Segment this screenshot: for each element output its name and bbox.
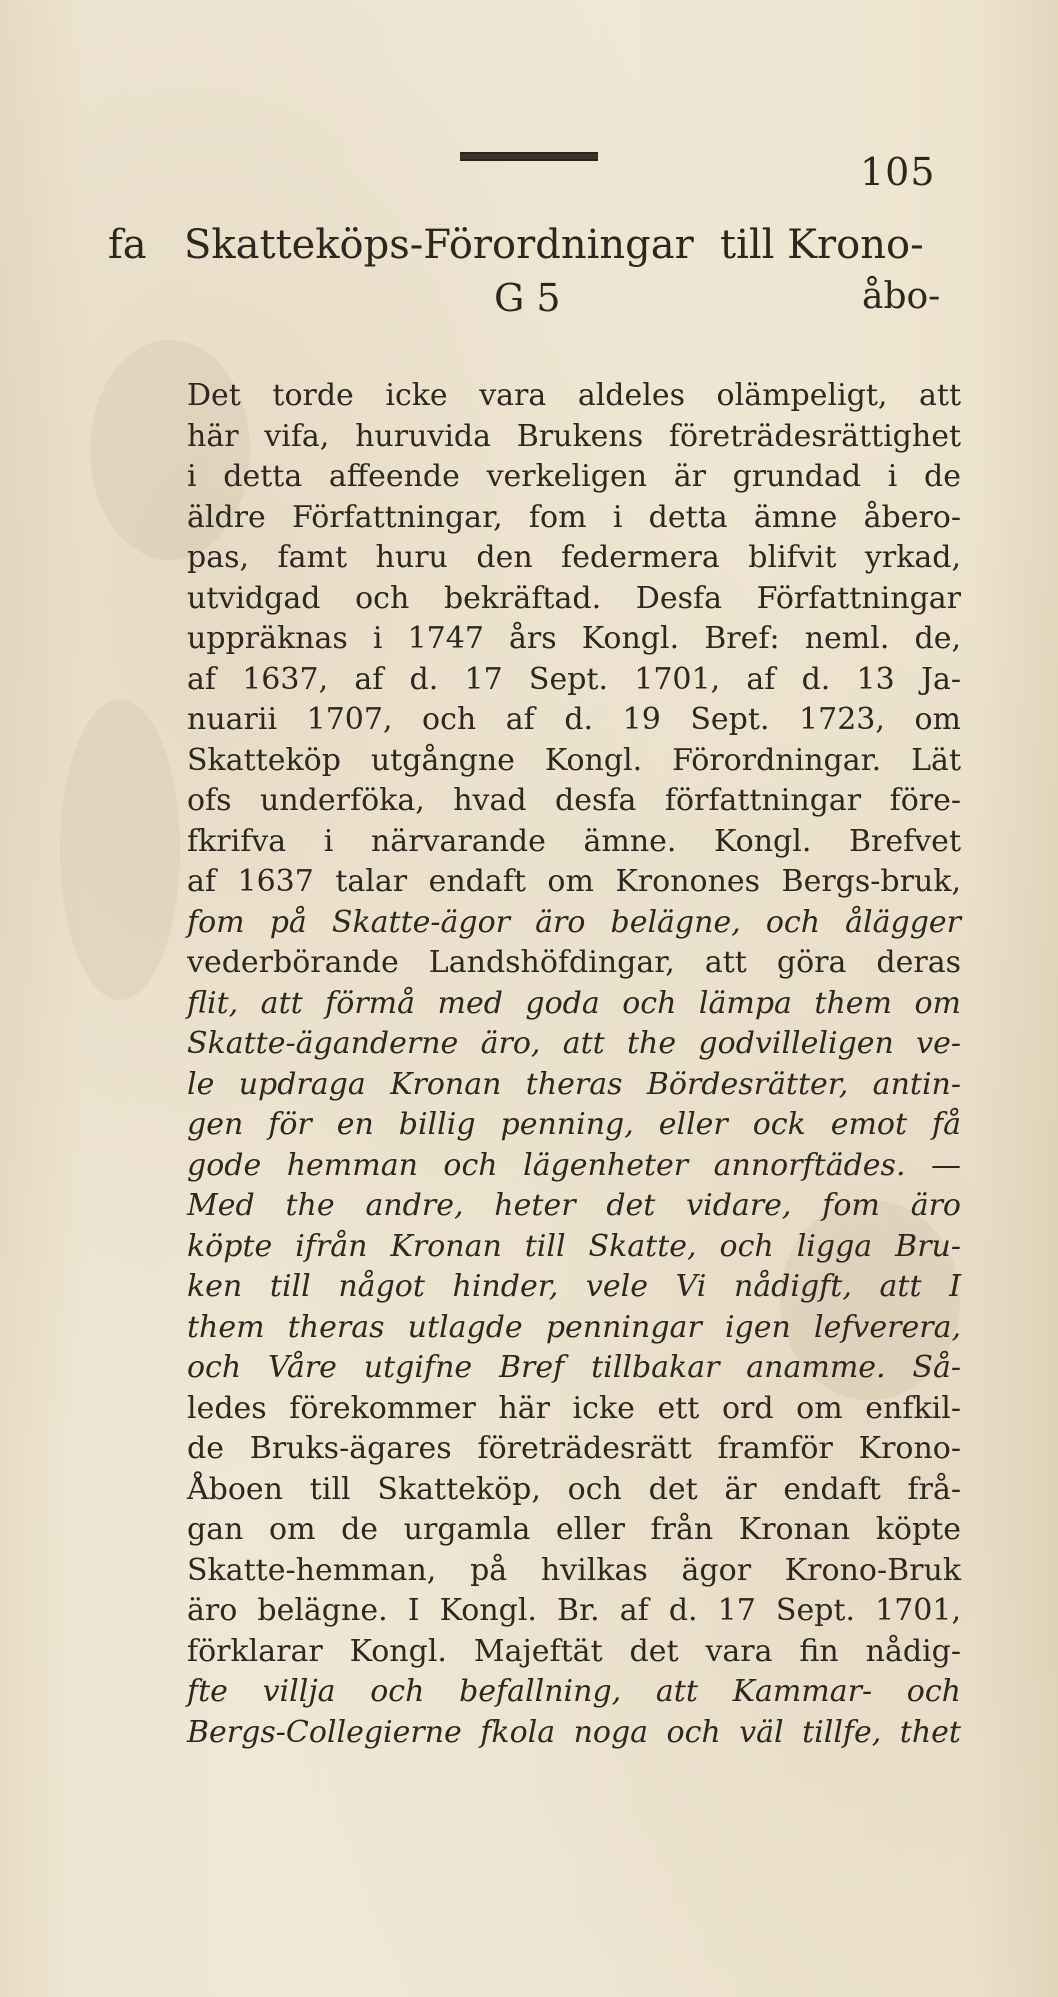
text-line: äro belägne. I Kongl. Br. af d. 17 Sept. 1701, [187, 1593, 961, 1628]
header-catchword-left: fa [108, 222, 147, 268]
text-line: af 1637 talar endaft om Kronones Bergs-bruk, [187, 864, 961, 899]
text-line: af 1637, af d. 17 Sept. 1701, af d. 13 Ja- [187, 661, 961, 697]
body-text [187, 376, 961, 1753]
text-line: nuarii 1707, och af d. 19 Sept. 1723, om [187, 702, 961, 737]
text-line: Med the andre, heter det vidare, fom äro [187, 1188, 961, 1223]
text-line: gan om de urgamla eller från Kronan köpte [187, 1512, 961, 1547]
text-line: gode hemman och lägenheter annorftädes. — [187, 1147, 961, 1183]
text-line: ledes förekommer här icke ett ord om enfkil- [187, 1390, 961, 1426]
text-line: Det torde icke vara aldeles olämpeligt, att [187, 378, 961, 413]
text-line: fkrifva i närvarande ämne. Kongl. Brefvet [187, 823, 961, 859]
text-line: ofs underföka, hvad desfa författningar före- [187, 783, 961, 818]
running-header [108, 222, 966, 272]
text-line: them theras utlagde penningar igen lefverera, [187, 1309, 961, 1345]
text-line: köpte ifrån Kronan till Skatte, och ligga Bru- [187, 1228, 961, 1264]
signature-mark: G 5 [494, 276, 561, 320]
text-line: de Bruks-ägares företrädesrätt framför Krono- [187, 1431, 961, 1466]
text-line: flit, att förmå med goda och lämpa them om [187, 985, 961, 1021]
text-line: utvidgad och bekräftad. Desfa Författningar [187, 580, 961, 616]
text-line: i detta affeende verkeligen är grundad i de [187, 459, 961, 494]
text-line: Skatte-hemman, på hvilkas ägor Krono-Bruk [187, 1552, 961, 1588]
text-line: fte villja och befallning, att Kammar- och [187, 1674, 961, 1709]
text-line: äldre Författningar, fom i detta ämne åbero- [187, 499, 961, 535]
text-line: pas, famt huru den federmera blifvit yrkad, [187, 540, 961, 575]
paper-stain [60, 700, 180, 1000]
text-line: Bergs-Collegierne fkola noga och väl tillfe, thet [187, 1714, 961, 1750]
text-line: här vifa, huruvida Brukens företrädesrättighet [187, 418, 961, 454]
text-line: uppräknas i 1747 års Kongl. Bref: neml. de, [187, 621, 961, 656]
text-line: Åboen till Skatteköp, och det är endaft frå- [187, 1471, 961, 1507]
header-rule [460, 152, 598, 161]
text-line: förklarar Kongl. Majeftät det vara fin nådig- [187, 1633, 961, 1669]
text-line: och Våre utgifne Bref tillbakar anamme. Så- [187, 1350, 961, 1385]
text-line: gen för en billig penning, eller ock emot få [187, 1107, 961, 1142]
text-line: Skatteköp utgångne Kongl. Förordningar. Lät [187, 742, 961, 778]
text-line: vederbörande Landshöfdingar, att göra deras [187, 945, 961, 980]
text-line: fom på Skatte-ägor äro belägne, och ålägger [187, 904, 961, 940]
page-number: 105 [860, 150, 936, 194]
header-catchword-right: åbo- [862, 276, 941, 317]
text-line: le updraga Kronan theras Bördesrätter, antin- [187, 1066, 961, 1102]
text-line: Skatte-äganderne äro, att the godvilleligen ve- [187, 1026, 961, 1061]
running-title: Skatteköps-Förordningar [184, 222, 694, 268]
text-line: ken till något hinder, vele Vi nådigft, att I [187, 1269, 961, 1304]
running-title-continuation: till Krono- [720, 222, 924, 268]
